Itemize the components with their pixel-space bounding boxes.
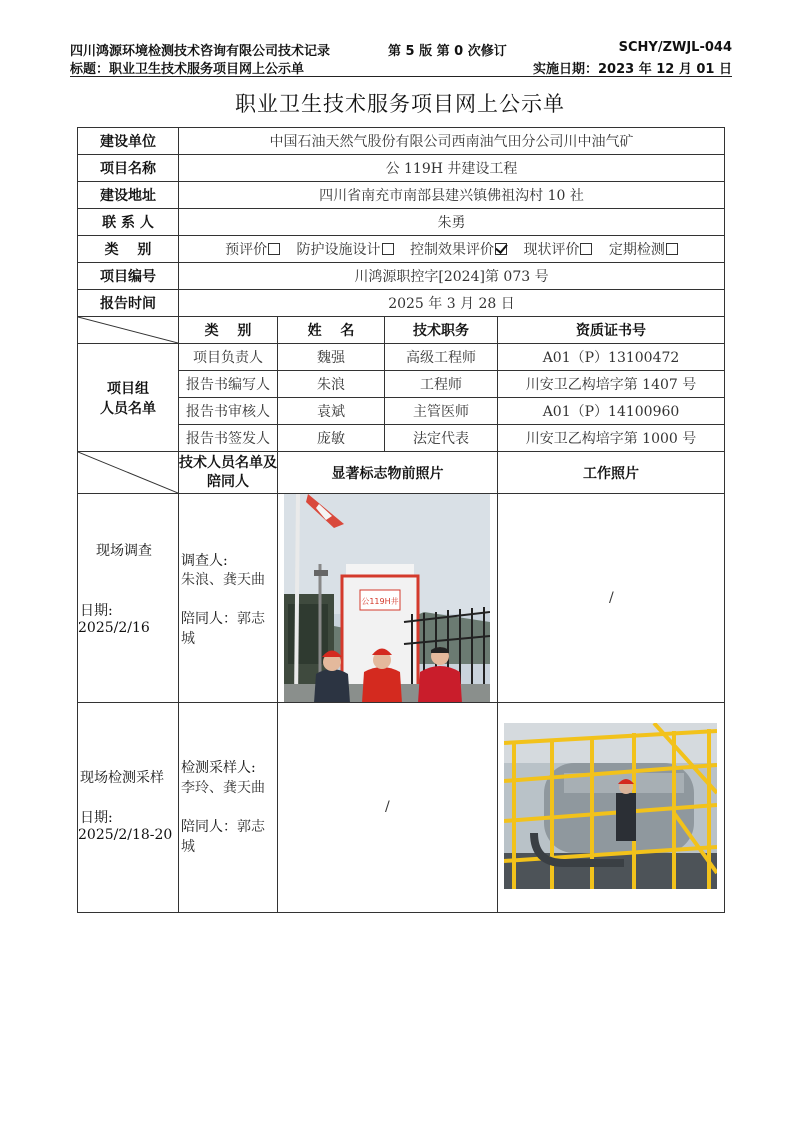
diagonal-line (78, 317, 178, 343)
diagonal-cell (78, 452, 179, 494)
report-time-label: 报告时间 (78, 290, 179, 317)
diagonal-cell (78, 317, 179, 344)
staff-role: 报告书编写人 (179, 371, 278, 398)
escort-name: 郭志城 (181, 819, 265, 855)
category-option-label: 预评价 (225, 242, 268, 258)
effective-date: 实施日期：2023 年 12 月 01 日 (533, 62, 732, 77)
survey-work-photo-cell (498, 494, 725, 703)
staff-group-label-line1: 项目组 (107, 380, 149, 397)
staff-name: 朱浪 (278, 371, 385, 398)
document-code: SCHY/ZWJL-044 (618, 40, 732, 55)
checkbox-checked-icon[interactable] (495, 243, 507, 255)
staff-title: 主管医师 (385, 398, 498, 425)
version-text: 第 5 版 第 0 次修订 (388, 44, 507, 59)
staff-cert: A01（P）13100472 (498, 344, 725, 371)
photo-header-row (78, 452, 725, 494)
checkbox-icon[interactable] (382, 243, 394, 255)
row-report-time (78, 290, 725, 317)
category-options (179, 236, 725, 263)
sampling-sign-photo-cell (278, 703, 498, 913)
row-category (78, 236, 725, 263)
address-label: 建设地址 (78, 182, 179, 209)
staff-name: 庞敏 (278, 425, 385, 452)
staff-header-row (78, 317, 725, 344)
investigator-label: 调查人: (181, 553, 228, 569)
staff-group-label-line2: 人员名单 (100, 400, 156, 417)
survey-work-photo-placeholder: / (609, 590, 614, 606)
project-value: 公 119H 井建设工程 (179, 155, 725, 182)
contact-label: 联 系 人 (78, 209, 179, 236)
staff-header-title: 技术职务 (385, 317, 498, 344)
photo-header-staff: 技术人员名单及陪同人 (179, 452, 278, 494)
report-time-value: 2025 年 3 月 28 日 (179, 290, 725, 317)
staff-title: 工程师 (385, 371, 498, 398)
survey-date: 2025/2/16 (78, 620, 150, 636)
staff-cert: 川安卫乙构培字第 1000 号 (498, 425, 725, 452)
survey-staff-cell (179, 494, 278, 703)
checkbox-icon[interactable] (268, 243, 280, 255)
row-address (78, 182, 725, 209)
contact-value: 朱勇 (179, 209, 725, 236)
staff-name: 袁斌 (278, 398, 385, 425)
staff-title: 法定代表 (385, 425, 498, 452)
unit-value: 中国石油天然气股份有限公司西南油气田分公司川中油气矿 (179, 128, 725, 155)
header-rule (70, 76, 732, 77)
row-contact (78, 209, 725, 236)
category-option-protection-design[interactable] (297, 242, 394, 258)
staff-header-cert: 资质证书号 (498, 317, 725, 344)
category-label: 类 别 (78, 236, 179, 263)
staff-cert: A01（P）14100960 (498, 398, 725, 425)
category-option-label: 防护设施设计 (296, 242, 381, 258)
subject-text: 标题：职业卫生技术服务项目网上公示单 (70, 62, 305, 77)
sign-photo (284, 494, 490, 703)
staff-title: 高级工程师 (385, 344, 498, 371)
row-project-code (78, 263, 725, 290)
survey-label-cell (78, 494, 179, 703)
sampler-names: 李玲、龚天曲 (181, 780, 265, 796)
staff-group-label (78, 344, 179, 452)
survey-label: 现场调查 (96, 543, 152, 559)
category-option-status-eval[interactable] (523, 242, 592, 258)
escort-label: 陪同人： (181, 611, 237, 627)
sampling-label-cell (78, 703, 179, 913)
unit-label: 建设单位 (78, 128, 179, 155)
sampler-label: 检测采样人: (181, 760, 256, 776)
checkbox-icon[interactable] (666, 243, 678, 255)
sampling-escort (181, 817, 276, 857)
photo-header-sign: 显著标志物前照片 (278, 452, 498, 494)
sign-plate-text: 公119H井 (361, 597, 399, 606)
company-name: 四川鸿源环境检测技术咨询有限公司技术记录 (70, 44, 331, 59)
escort-name: 郭志城 (181, 611, 265, 647)
page-title: 职业卫生技术服务项目网上公示单 (235, 92, 565, 116)
sampling-staff-cell (179, 703, 278, 913)
project-label: 项目名称 (78, 155, 179, 182)
staff-header-category: 类 别 (179, 317, 278, 344)
investigator-names: 朱浪、龚天曲 (181, 572, 265, 588)
category-option-control-effect[interactable] (410, 242, 507, 258)
survey-row (78, 494, 725, 703)
sampling-label: 现场检测采样 (80, 770, 164, 786)
photo-header-work: 工作照片 (498, 452, 725, 494)
sampling-sign-photo-placeholder: / (385, 799, 390, 815)
staff-row (78, 344, 725, 371)
disclosure-form (77, 127, 725, 913)
address-value: 四川省南充市南部县建兴镇佛祖沟村 10 社 (179, 182, 725, 209)
sampling-work-photo-cell (498, 703, 725, 913)
code-value: 川鸿源职控字[2024]第 073 号 (179, 263, 725, 290)
sampling-row (78, 703, 725, 913)
work-photo (504, 723, 717, 889)
staff-header-name: 姓 名 (278, 317, 385, 344)
checkbox-icon[interactable] (580, 243, 592, 255)
category-option-label: 现状评价 (523, 242, 580, 258)
sampling-date-label: 日期: (80, 810, 113, 826)
staff-role: 项目负责人 (179, 344, 278, 371)
diagonal-line (78, 452, 178, 493)
sign-photo-cell (278, 494, 498, 703)
row-unit (78, 128, 725, 155)
sampling-date: 2025/2/18-20 (78, 827, 173, 843)
category-option-label: 定期检测 (608, 242, 665, 258)
staff-cert: 川安卫乙构培字第 1407 号 (498, 371, 725, 398)
row-project (78, 155, 725, 182)
category-option-pre-eval[interactable] (225, 242, 280, 258)
survey-date-label: 日期: (80, 603, 113, 619)
staff-name: 魏强 (278, 344, 385, 371)
category-option-periodic-test[interactable] (609, 242, 678, 258)
escort-label: 陪同人： (181, 819, 237, 835)
staff-role: 报告书审核人 (179, 398, 278, 425)
staff-role: 报告书签发人 (179, 425, 278, 452)
category-option-label: 控制效果评价 (410, 242, 494, 258)
code-label: 项目编号 (78, 263, 179, 290)
survey-escort (181, 609, 276, 649)
